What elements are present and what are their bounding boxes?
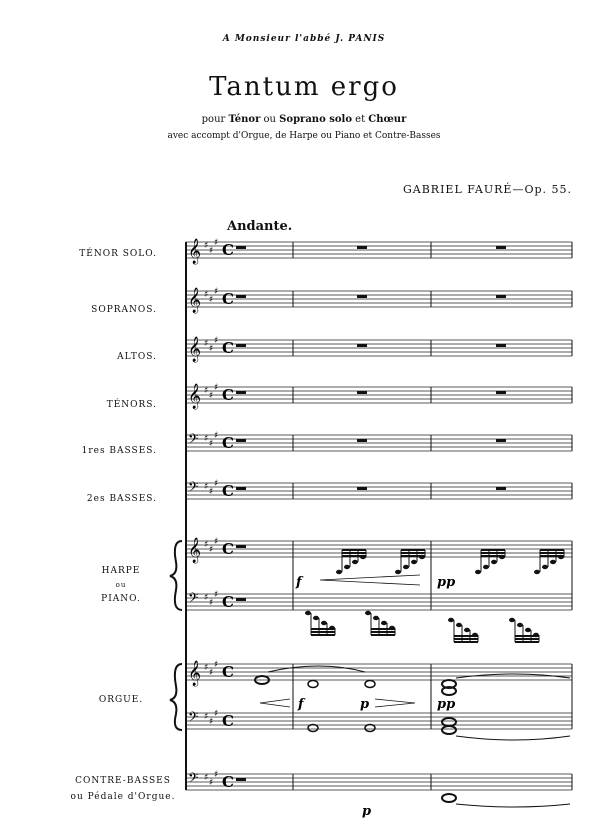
whole-rest [236, 344, 246, 347]
sharp-sign: ♯ [214, 479, 219, 489]
sharp-sign: ♯ [204, 482, 209, 492]
time-signature: C [222, 290, 234, 308]
half-note [308, 681, 318, 688]
contrabass-label-pedal: ou Pédale d'Orgue. [70, 792, 176, 802]
sharp-sign: ♯ [209, 439, 214, 449]
half-note [365, 725, 375, 732]
whole-rest [496, 391, 506, 394]
note-head [365, 611, 371, 615]
composer: GABRIEL FAURÉ—Op. 55. [402, 183, 572, 196]
hairpin [375, 699, 415, 707]
whole-rest [357, 487, 367, 490]
note-head [411, 560, 417, 564]
accompaniment-line: avec accompt d'Orgue, de Harpe ou Piano et Contre-Basses [167, 131, 441, 141]
treble-clef: 𝄞 [188, 288, 202, 313]
staff-label-basses-2: 2es BASSES. [86, 494, 157, 504]
whole-rest [236, 545, 246, 548]
sharp-sign: ♯ [204, 712, 209, 722]
time-signature: C [222, 663, 234, 681]
whole-rest [236, 391, 246, 394]
note-head [321, 621, 327, 625]
subtitle-choeur: Chœur [368, 114, 407, 125]
staff-label-sopranos: SOPRANOS. [91, 305, 157, 315]
note-head [373, 616, 379, 620]
sharp-sign: ♯ [204, 593, 209, 603]
whole-rest [496, 439, 506, 442]
subtitle-pre: pour [201, 114, 229, 125]
sharp-sign: ♯ [204, 434, 209, 444]
contrabass-label: CONTRE-BASSES [75, 776, 171, 786]
treble-clef: 𝄞 [188, 538, 202, 563]
whole-rest [236, 295, 246, 298]
hairpin [260, 699, 290, 707]
sharp-sign: ♯ [214, 590, 219, 600]
dynamic-pianissimo: pp [437, 575, 456, 590]
note-head [534, 570, 540, 574]
whole-rest [357, 439, 367, 442]
whole-rest [357, 246, 367, 249]
treble-clef: 𝄞 [188, 239, 202, 264]
bass-clef: 𝄢 [188, 770, 199, 789]
half-note [365, 681, 375, 688]
treble-clef: 𝄞 [188, 661, 202, 686]
hairpin [320, 575, 420, 585]
half-note [308, 725, 318, 732]
note-head [381, 621, 387, 625]
whole-note [442, 794, 456, 802]
organ-label: ORGUE. [98, 695, 144, 705]
staff-label-altos: ALTOS. [117, 352, 157, 362]
note-head [491, 560, 497, 564]
sharp-sign: ♯ [209, 487, 214, 497]
sharp-sign: ♯ [204, 540, 209, 550]
staff-label-tenors: TÉNORS. [106, 400, 157, 410]
note-head [456, 623, 462, 627]
treble-clef: 𝄞 [188, 384, 202, 409]
time-signature: C [222, 712, 234, 730]
dynamic-piano: p [362, 804, 372, 819]
slur [268, 666, 365, 672]
time-signature: C [222, 593, 234, 611]
sharp-sign: ♯ [214, 238, 219, 248]
note-head [475, 570, 481, 574]
whole-rest [236, 439, 246, 442]
tempo-marking: Andante. [227, 219, 293, 234]
time-signature: C [222, 434, 234, 452]
whole-rest [236, 598, 246, 601]
dynamic-forte: f [298, 697, 304, 712]
whole-rest [236, 246, 246, 249]
time-signature: C [222, 386, 234, 404]
sharp-sign: ♯ [209, 778, 214, 788]
subtitle-soprano: Soprano solo [279, 114, 352, 125]
sharp-sign: ♯ [204, 290, 209, 300]
tie [456, 804, 570, 807]
whole-rest [496, 344, 506, 347]
sharp-sign: ♯ [209, 246, 214, 256]
time-signature: C [222, 339, 234, 357]
subtitle-ou: ou [260, 114, 280, 125]
sharp-sign: ♯ [204, 339, 209, 349]
sharp-sign: ♯ [209, 717, 214, 727]
whole-rest [236, 487, 246, 490]
time-signature: C [222, 241, 234, 259]
note-head [344, 565, 350, 569]
note-head [336, 570, 342, 574]
sharp-sign: ♯ [214, 287, 219, 297]
whole-rest [236, 778, 246, 781]
subtitle-tenor: Ténor [228, 114, 261, 125]
whole-rest [357, 344, 367, 347]
sharp-sign: ♯ [209, 344, 214, 354]
sharp-sign: ♯ [204, 386, 209, 396]
sharp-sign: ♯ [204, 773, 209, 783]
piano-label: PIANO. [101, 594, 141, 604]
dedication: A Monsieur l'abbé J. PANIS [222, 34, 386, 44]
treble-clef: 𝄞 [188, 337, 202, 362]
sharp-sign: ♯ [214, 537, 219, 547]
harp-label: HARPE [101, 566, 141, 576]
sharp-sign: ♯ [209, 391, 214, 401]
note-head [352, 560, 358, 564]
note-head [464, 628, 470, 632]
sharp-sign: ♯ [214, 431, 219, 441]
harp-brace [170, 541, 182, 610]
note-head [305, 611, 311, 615]
note-head [403, 565, 409, 569]
sharp-sign: ♯ [214, 709, 219, 719]
whole-rest [496, 246, 506, 249]
piece-title: Tantum ergo [209, 72, 399, 102]
sharp-sign: ♯ [204, 663, 209, 673]
note-head [525, 628, 531, 632]
dynamic-piano: p [360, 697, 370, 712]
harp-label-ou: ou [115, 581, 127, 589]
note-head [313, 616, 319, 620]
whole-rest [357, 295, 367, 298]
time-signature: C [222, 540, 234, 558]
sharp-sign: ♯ [214, 336, 219, 346]
note-head [483, 565, 489, 569]
whole-rest [357, 391, 367, 394]
time-signature: C [222, 773, 234, 791]
whole-note [442, 726, 456, 734]
note-head [509, 618, 515, 622]
dynamic-pianissimo: pp [437, 697, 456, 712]
sharp-sign: ♯ [214, 383, 219, 393]
sharp-sign: ♯ [204, 241, 209, 251]
organ-brace [170, 664, 182, 730]
bass-clef: 𝄢 [188, 590, 199, 609]
sharp-sign: ♯ [209, 545, 214, 555]
sharp-sign: ♯ [209, 295, 214, 305]
note-head [517, 623, 523, 627]
sharp-sign: ♯ [209, 668, 214, 678]
note-head [542, 565, 548, 569]
staff-label-tenor-solo: TÉNOR SOLO. [79, 249, 157, 259]
whole-rest [496, 295, 506, 298]
bass-clef: 𝄢 [188, 709, 199, 728]
staff-label-basses-1: 1res BASSES. [81, 446, 157, 456]
whole-rest [496, 487, 506, 490]
note-head [550, 560, 556, 564]
time-signature: C [222, 482, 234, 500]
sharp-sign: ♯ [214, 770, 219, 780]
sharp-sign: ♯ [209, 598, 214, 608]
note-head [448, 618, 454, 622]
bass-clef: 𝄢 [188, 479, 199, 498]
dynamic-forte: f [296, 575, 302, 590]
subtitle-et: et [352, 114, 369, 125]
tie [456, 736, 570, 740]
sharp-sign: ♯ [214, 660, 219, 670]
bass-clef: 𝄢 [188, 431, 199, 450]
note-head [395, 570, 401, 574]
